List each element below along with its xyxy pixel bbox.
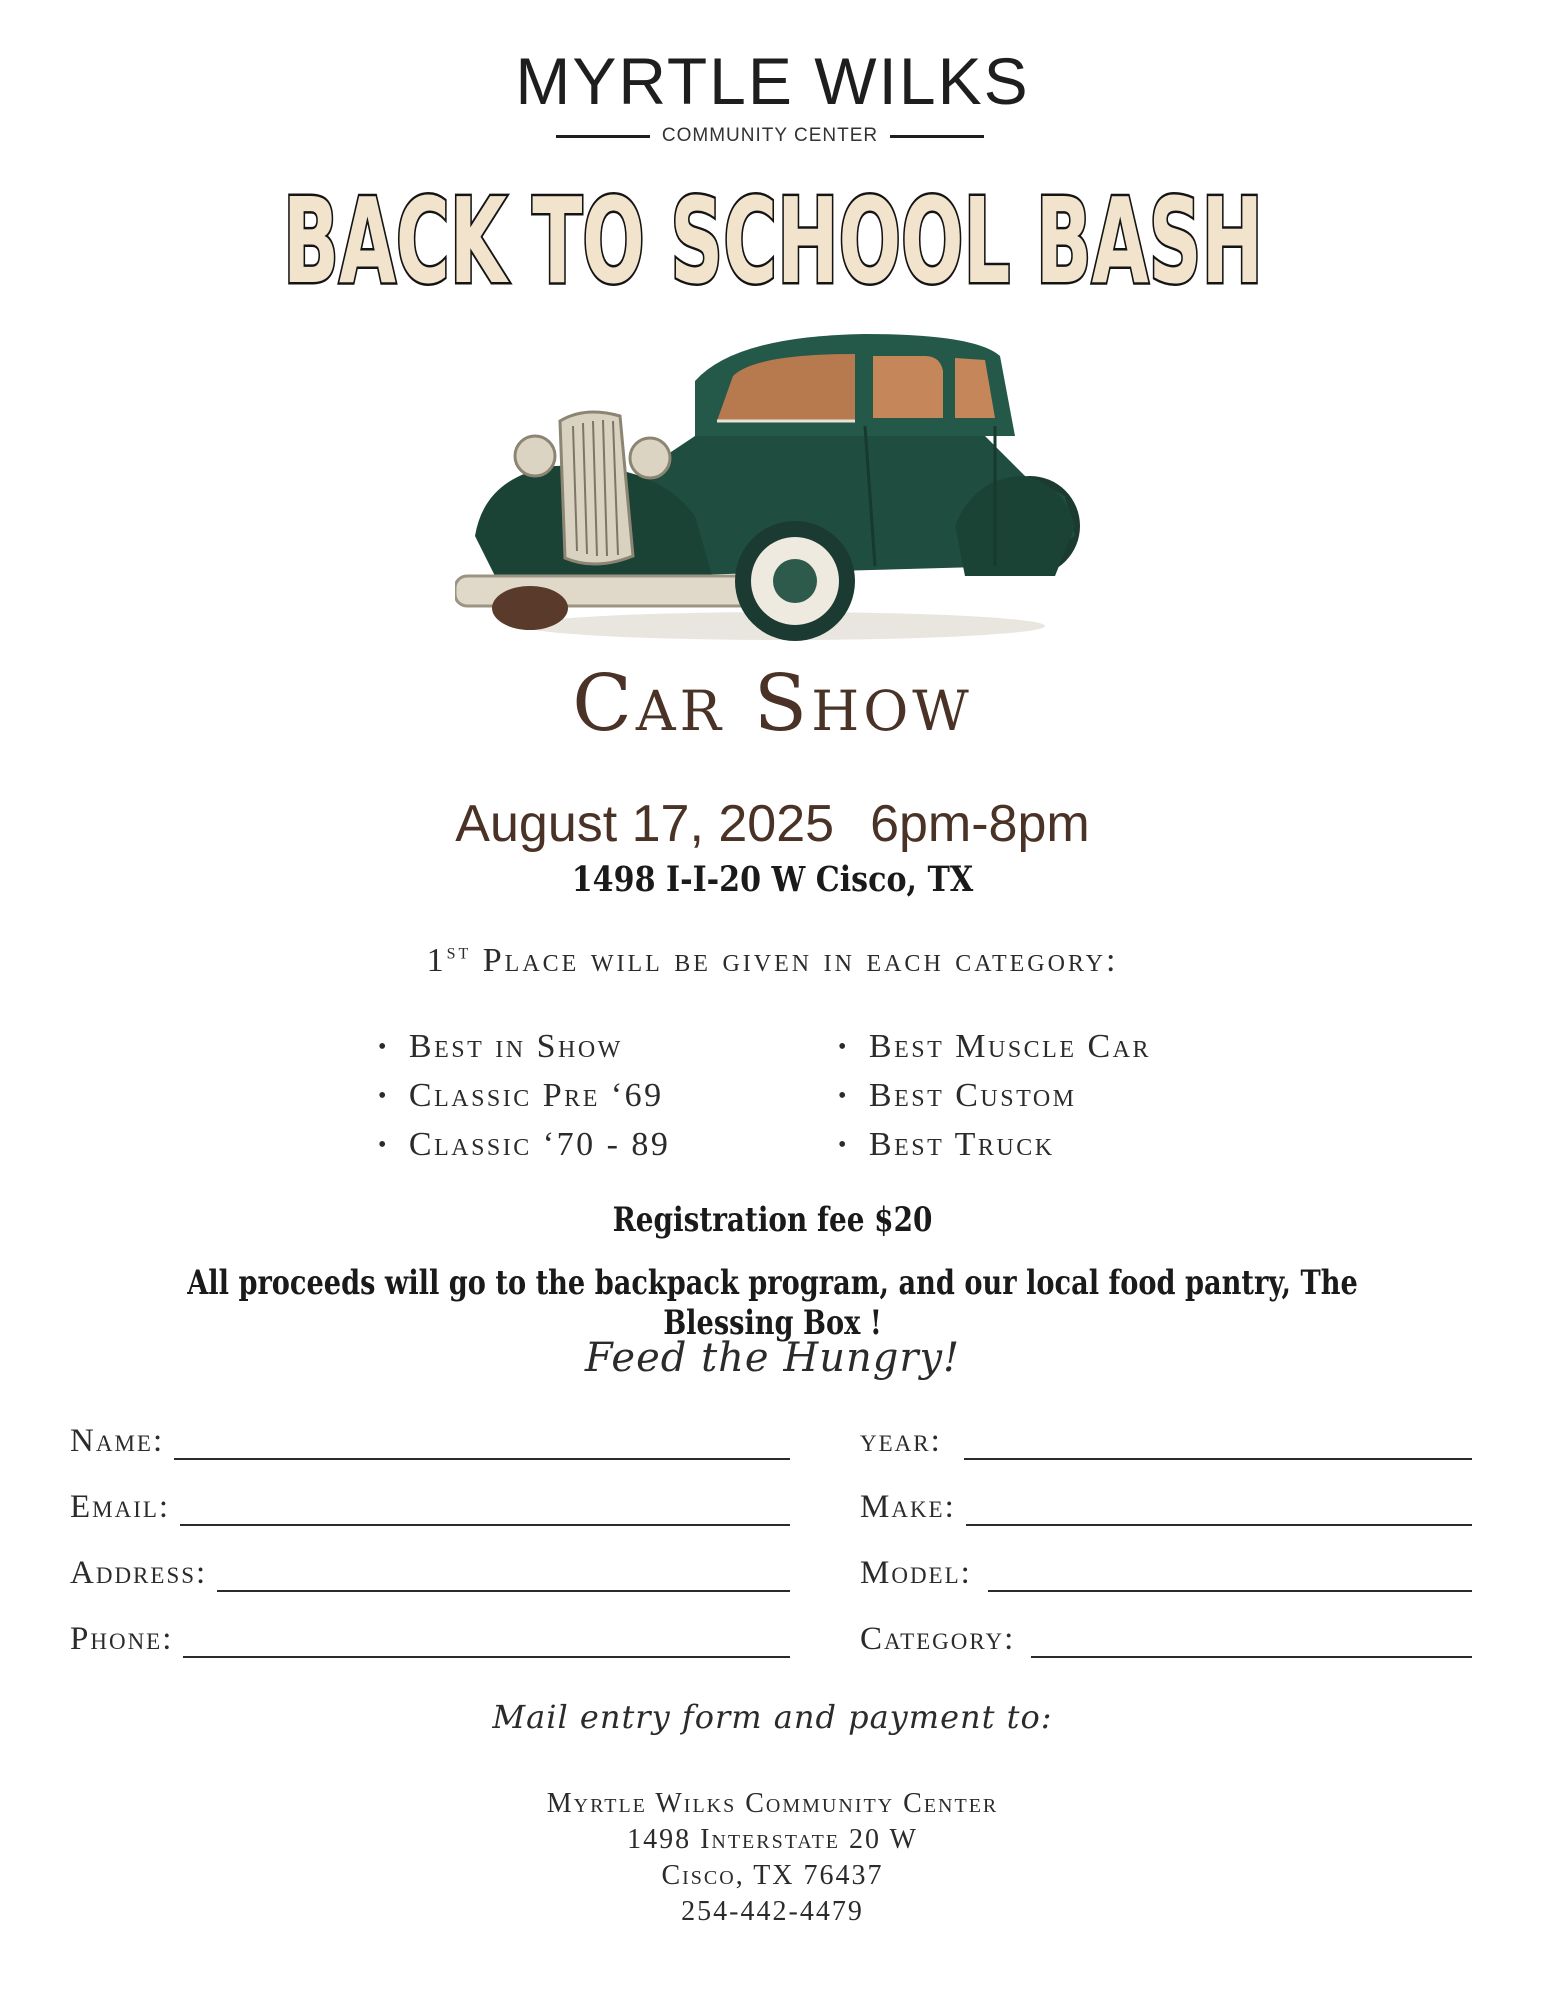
year-field[interactable] (860, 1420, 1472, 1460)
mail-instruction: Mail entry form and payment to: (492, 1698, 1053, 1736)
org-subtitle-row (556, 124, 984, 148)
address-field[interactable] (70, 1552, 790, 1592)
mail-city: Cisco, TX 76437 (661, 1860, 884, 1891)
phone-field[interactable] (70, 1618, 790, 1658)
event-address: 1498 I-I-20 W Cisco, TX (571, 859, 974, 900)
prize-heading-suffix: ST (446, 945, 472, 963)
event-headline (0, 170, 1545, 305)
email-field[interactable] (70, 1486, 790, 1526)
year-blank[interactable] (964, 1457, 1472, 1460)
mail-org: Myrtle Wilks Community Center (546, 1788, 999, 1819)
email-label: Email: (70, 1489, 171, 1525)
mail-phone: 254-442-4479 (681, 1896, 864, 1927)
phone-label: Phone: (70, 1621, 174, 1657)
divider (556, 135, 650, 138)
prize-heading-text: Place will be given in each category: (482, 942, 1119, 979)
name-field[interactable] (70, 1420, 790, 1460)
category-label: Category: (860, 1621, 1016, 1657)
category-item: • Best Custom (838, 1071, 1151, 1120)
org-name: MYRTLE WILKS (515, 44, 1030, 118)
event-time: 6pm-8pm (870, 795, 1090, 853)
make-field[interactable] (860, 1486, 1472, 1526)
org-subtitle: COMMUNITY CENTER (661, 125, 879, 146)
model-label: Model: (860, 1555, 972, 1591)
make-blank[interactable] (966, 1523, 1472, 1526)
make-label: Make: (860, 1489, 956, 1525)
event-date: August 17, 2025 (455, 795, 835, 853)
tagline: Feed the Hungry! (584, 1335, 961, 1381)
category-item: • Best Muscle Car (838, 1022, 1151, 1071)
name-blank[interactable] (174, 1457, 790, 1460)
category-list-right (838, 1022, 1151, 1169)
email-blank[interactable] (180, 1523, 790, 1526)
category-list-left (378, 1022, 670, 1169)
headline-text: BACK TO SCHOOL BASH (282, 172, 1263, 305)
event-datetime (0, 795, 1545, 853)
category-item: • Classic ‘70 - 89 (378, 1120, 670, 1169)
mail-street: 1498 Interstate 20 W (627, 1824, 918, 1855)
model-field[interactable] (860, 1552, 1472, 1592)
year-label: year: (860, 1423, 942, 1459)
address-blank[interactable] (217, 1589, 790, 1592)
event-title: Car Show (572, 659, 973, 749)
registration-fee: Registration fee $20 (612, 1200, 933, 1240)
vintage-car-illustration (455, 326, 1095, 656)
name-label: Name: (70, 1423, 165, 1459)
category-blank[interactable] (1031, 1655, 1472, 1658)
divider (890, 135, 984, 138)
prize-heading (0, 942, 1545, 980)
phone-blank[interactable] (183, 1655, 790, 1658)
model-blank[interactable] (988, 1589, 1472, 1592)
prize-heading-ordinal: 1 (426, 942, 447, 979)
category-item: • Classic Pre ‘69 (378, 1071, 670, 1120)
proceeds-note: All proceeds will go to the backpack program, and our local food pantry, The Blessing Box ! (187, 1263, 1358, 1343)
category-item: • Best in Show (378, 1022, 670, 1071)
address-label: Address: (70, 1555, 208, 1591)
category-field[interactable] (860, 1618, 1472, 1658)
category-item: • Best Truck (838, 1120, 1151, 1169)
